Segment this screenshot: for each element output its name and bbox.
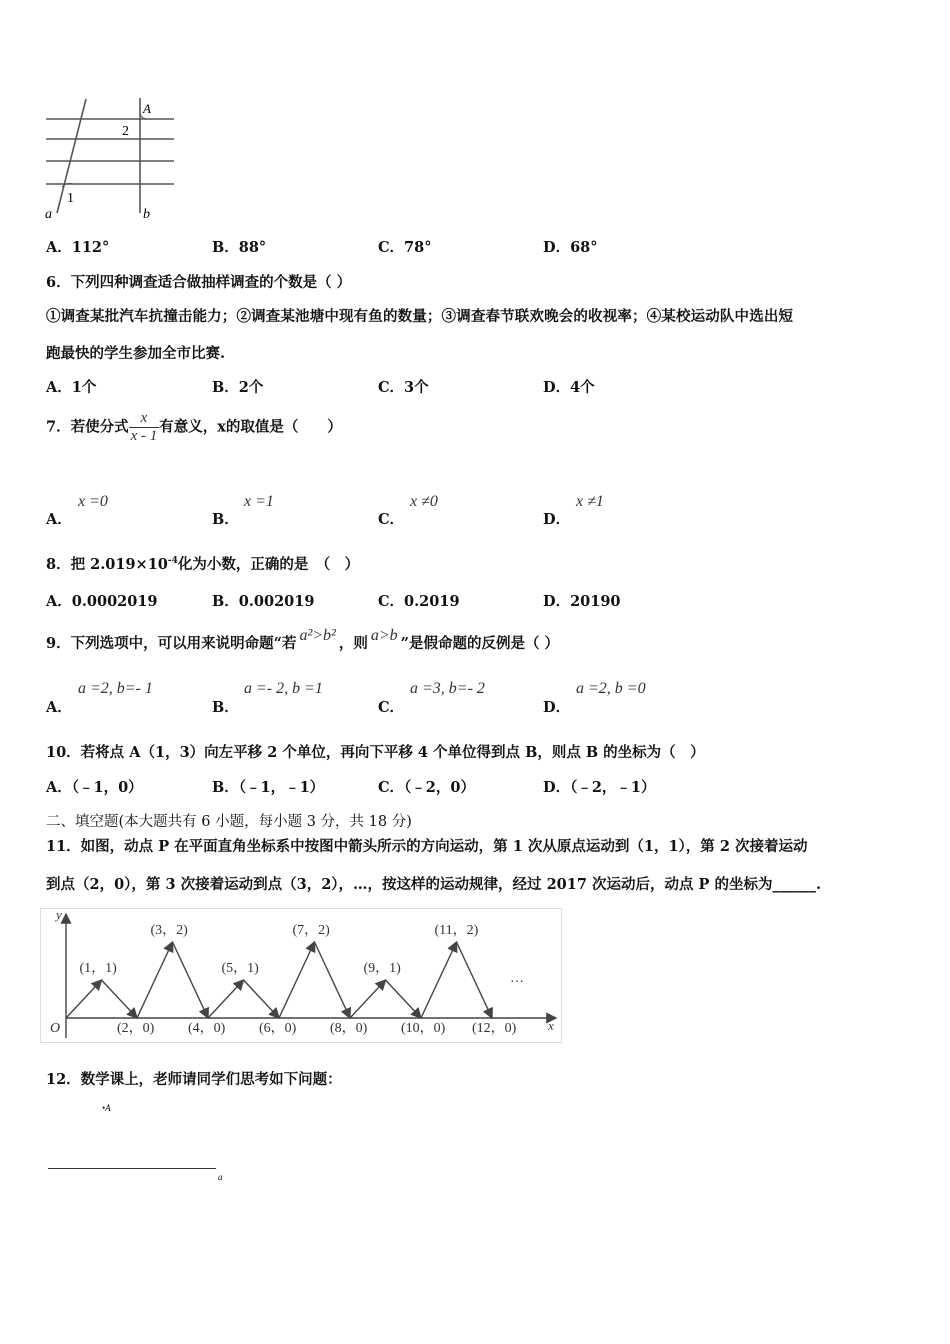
q9-option-d: a =2, b =0: [576, 680, 646, 697]
q7-letter-c: C．: [378, 511, 405, 528]
q8-option-c: C．0.2019: [378, 593, 460, 610]
bottom-label: (12，0): [472, 1021, 517, 1036]
peak-label: (7，2): [292, 923, 330, 938]
q7-option-c: x ≠0: [410, 493, 438, 510]
label-line-b: b: [143, 207, 150, 222]
q8-option-d: D．20190: [543, 593, 621, 610]
q7-option-a: x =0: [78, 493, 108, 510]
q7-option-b: x =1: [244, 493, 274, 510]
q8-option-a: A．0.0002019: [46, 593, 158, 610]
peak-label: (11，2): [434, 923, 479, 938]
bottom-label: (8，0): [330, 1021, 368, 1036]
q11-text-line2: 到点（2，0），第 3 次接着运动到点（3，2），…，按这样的运动规律，经过 2017 次运动后，动点 P 的坐标为______.: [46, 876, 822, 893]
q9-math1: a²>b²: [299, 627, 336, 644]
x-axis-label: x: [548, 1018, 554, 1033]
q6-option-a: A．1个: [46, 379, 97, 396]
q9-letter-b: B．: [212, 699, 239, 716]
peak-label: (1，1): [79, 961, 117, 976]
ellipsis: …: [510, 971, 524, 986]
line-a: [48, 1168, 216, 1169]
q10-option-c: C．（﹣2，0）: [378, 779, 475, 796]
section-2-heading: 二、填空题(本大题共有 6 小题，每小题 3 分，共 18 分): [46, 814, 412, 830]
q10-option-b: B．（﹣1，﹣1）: [212, 779, 325, 796]
bottom-label: (6，0): [259, 1021, 297, 1036]
q8-stem: [46, 553, 359, 574]
q9-letter-d: D．: [543, 699, 571, 716]
q7-stem: [46, 410, 342, 445]
q7-fraction-num: x: [129, 410, 160, 428]
q9-part3: ”是假命题的反例是（ ）: [400, 635, 560, 652]
q9-option-a: a =2, b=- 1: [78, 680, 153, 697]
q9-letter-c: C．: [378, 699, 405, 716]
bottom-label: (4，0): [188, 1021, 226, 1036]
q10-stem: 10．若将点 A（1，3）向左平移 2 个单位，再向下平移 4 个单位得到点 B，则点 B 的坐标为（ ）: [46, 744, 705, 761]
q12-stem: 12．数学课上，老师请同学们思考如下问题：: [46, 1071, 342, 1088]
y-axis-label: y: [56, 908, 62, 922]
q7-letter-b: B．: [212, 511, 239, 528]
motion-path-figure: [40, 908, 562, 1043]
peak-label: (5，1): [221, 961, 259, 976]
q9-letter-a: A．: [46, 699, 72, 716]
label-angle-1: 1: [67, 191, 74, 206]
q5-option-c: C．78°: [378, 239, 432, 256]
bottom-label: (10，0): [401, 1021, 446, 1036]
label-angle-2: 2: [122, 124, 129, 139]
q7-letter-d: D．: [543, 511, 571, 528]
q8-stem-b: 化为小数，正确的是 （ ）: [177, 556, 360, 573]
q5-option-a: A．112°: [46, 239, 110, 256]
q9-stem: [46, 627, 560, 653]
q9-math2: a>b: [370, 627, 398, 644]
point-A: •A: [102, 1103, 111, 1113]
q8-exponent: -4: [167, 556, 178, 567]
q8-stem-a: 8．把 2.019×10: [46, 556, 168, 573]
peak-label: (9，1): [363, 961, 401, 976]
q10-option-d: D．（﹣2，﹣1）: [543, 779, 656, 796]
parallel-lines-figure: [40, 95, 190, 225]
q7-prefix: 7．若使分式: [46, 418, 129, 436]
label-line-a: a: [45, 207, 52, 222]
q10-option-a: A．（﹣1，0）: [46, 779, 143, 796]
q7-option-d: x ≠1: [576, 493, 604, 510]
q6-text-line1: ①调查某批汽车抗撞击能力；②调查某池塘中现有鱼的数量；③调查春节联欢晚会的收视率；④某校运动队中选出短: [46, 308, 794, 325]
q8-option-b: B．0.002019: [212, 593, 315, 610]
q7-letter-a: A．: [46, 511, 72, 528]
q7-fraction-den: x - 1: [130, 428, 158, 444]
q11-text-line1: 11．如图，动点 P 在平面直角坐标系中按图中箭头所示的方向运动，第 1 次从原点运动到（1，1），第 2 次接着运动: [46, 838, 808, 855]
q7-suffix: 有意义，x的取值是（ ）: [159, 418, 342, 436]
q5-option-d: D．68°: [543, 239, 598, 256]
q9-part2: ，则: [338, 635, 368, 652]
q9-option-b: a =- 2, b =1: [244, 680, 323, 697]
q6-option-d: D．4个: [543, 379, 595, 396]
label-A: A: [143, 101, 151, 116]
q6-text-line2: 跑最快的学生参加全市比赛.: [46, 345, 226, 362]
q6-option-c: C．3个: [378, 379, 429, 396]
q5-option-b: B．88°: [212, 239, 267, 256]
q9-part1: 9．下列选项中，可以用来说明命题“若: [46, 635, 297, 652]
bottom-label: (2，0): [117, 1021, 155, 1036]
q7-fraction: [129, 410, 160, 445]
line-a-label: a: [218, 1172, 223, 1182]
peak-label: (3，2): [150, 923, 188, 938]
q9-option-c: a =3, b=- 2: [410, 680, 485, 697]
origin-label: O: [50, 1021, 61, 1036]
q6-stem: 6．下列四种调查适合做抽样调查的个数是（ ）: [46, 274, 352, 291]
q6-option-b: B．2个: [212, 379, 264, 396]
